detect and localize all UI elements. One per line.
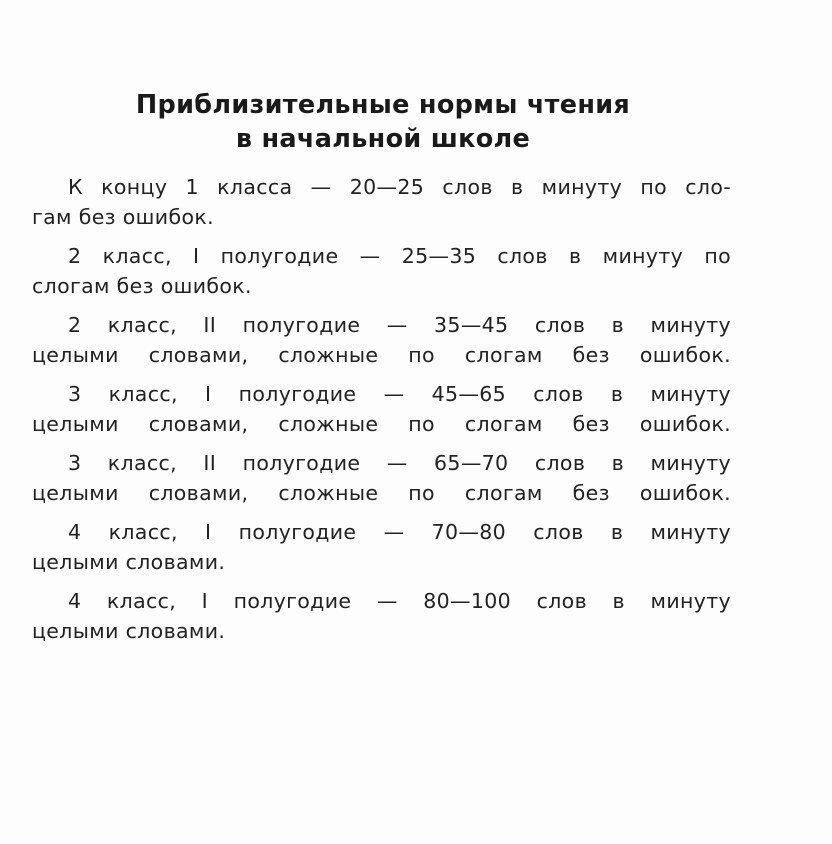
norm-text-line: целыми словами, сложные по слогам без ошибок. bbox=[32, 412, 731, 436]
norm-item-grade3-half1 bbox=[32, 379, 731, 439]
norm-item-grade2-half1 bbox=[32, 241, 731, 301]
norm-item-grade1-end bbox=[32, 172, 731, 232]
norm-text-line: целыми словами, сложные по слогам без ошибок. bbox=[32, 481, 731, 505]
norm-item-grade2-half2 bbox=[32, 310, 731, 370]
title-line-2: в начальной школе bbox=[235, 124, 531, 154]
norm-text-line: 2 класс, I полугодие — 25—35 слов в минуту по bbox=[68, 244, 731, 268]
norm-text-line: слогам без ошибок. bbox=[32, 274, 252, 298]
norm-text-line: целыми словами, сложные по слогам без ошибок. bbox=[32, 343, 731, 367]
norm-item-grade3-half2 bbox=[32, 448, 731, 508]
norm-text-line: 4 класс, I полугодие — 80—100 слов в минуту bbox=[68, 589, 731, 613]
page-title bbox=[0, 88, 766, 156]
norm-text-line: К концу 1 класса — 20—25 слов в минуту по сло- bbox=[68, 175, 731, 199]
title-line-1: Приблизительные нормы чтения bbox=[135, 90, 631, 120]
norm-text-line: 3 класс, II полугодие — 65—70 слов в минуту bbox=[68, 451, 731, 475]
reading-norms-list bbox=[32, 172, 731, 655]
norm-text-line: гам без ошибок. bbox=[32, 205, 214, 229]
norm-item-grade4-b bbox=[32, 586, 731, 646]
norm-text-line: 3 класс, I полугодие — 45—65 слов в минуту bbox=[68, 382, 731, 406]
norm-item-grade4-a bbox=[32, 517, 731, 577]
norm-text-line: 4 класс, I полугодие — 70—80 слов в минуту bbox=[68, 520, 731, 544]
norm-text-line: целыми словами. bbox=[32, 619, 226, 643]
norm-text-line: целыми словами. bbox=[32, 550, 226, 574]
norm-text-line: 2 класс, II полугодие — 35—45 слов в минуту bbox=[68, 313, 731, 337]
